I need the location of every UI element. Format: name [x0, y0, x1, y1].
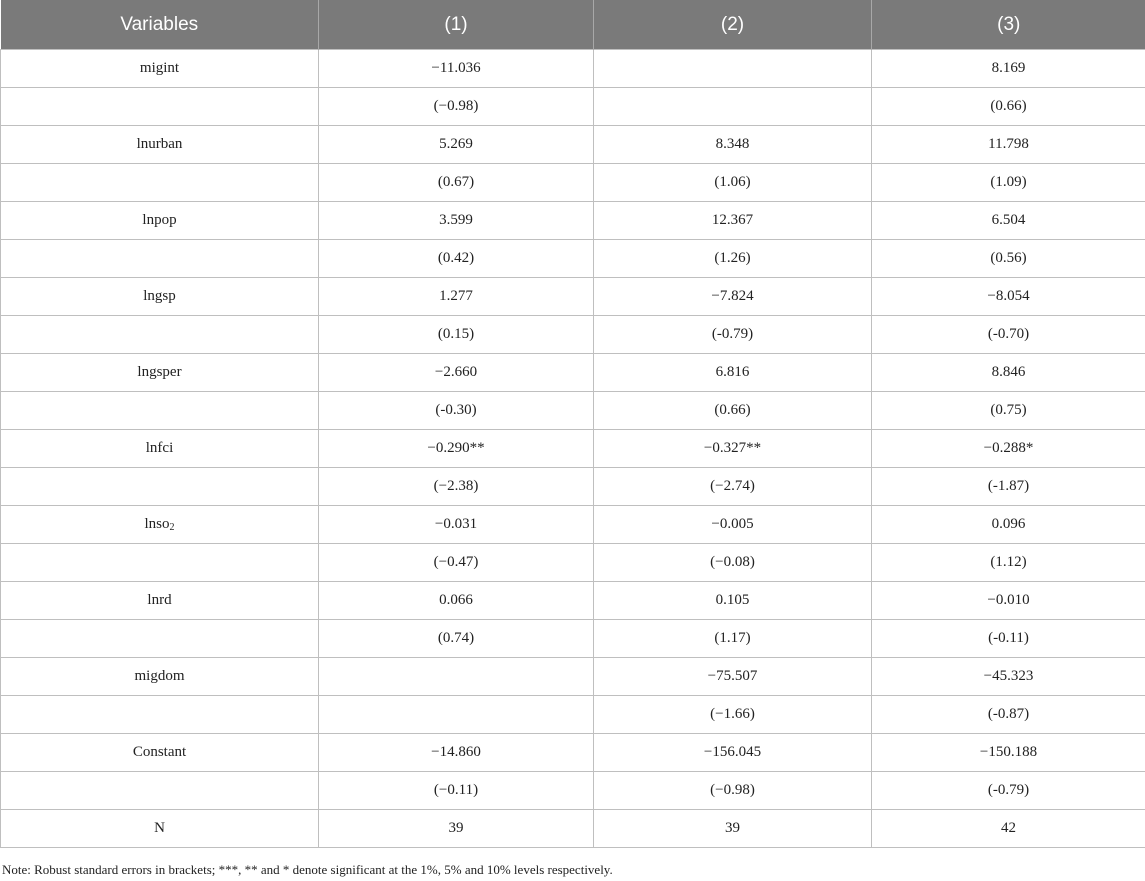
table-row [1, 810, 1145, 848]
variable-name: lngsp [143, 288, 176, 304]
value-cell-model-2: (−0.08) [594, 544, 872, 582]
value-cell-model-1: 0.066 [319, 582, 594, 620]
value-cell-model-1 [319, 696, 594, 734]
variable-name: Constant [132, 744, 187, 760]
value-cell-model-2: 6.816 [594, 354, 872, 392]
value-cell-model-2 [594, 50, 872, 88]
value-cell-model-2: (1.06) [594, 164, 872, 202]
value-cell-model-3: −8.054 [872, 278, 1145, 316]
table-row [1, 164, 1145, 202]
value-cell-model-2: (−1.66) [594, 696, 872, 734]
header-model-3: (3) [872, 0, 1145, 50]
variable-name-cell [1, 772, 319, 810]
value-cell-model-2: 8.348 [594, 126, 872, 164]
value-cell-model-1: (0.67) [319, 164, 594, 202]
value-cell-model-1 [319, 658, 594, 696]
value-cell-model-2: (-0.79) [594, 316, 872, 354]
value-cell-model-3: (1.09) [872, 164, 1145, 202]
value-cell-model-3: (-0.11) [872, 620, 1145, 658]
value-cell-model-1: (0.42) [319, 240, 594, 278]
value-cell-model-1: −0.290** [319, 430, 594, 468]
table-row [1, 88, 1145, 126]
table-row [1, 506, 1145, 544]
variable-name-cell [1, 468, 319, 506]
value-cell-model-1: −0.031 [319, 506, 594, 544]
value-cell-model-2: −75.507 [594, 658, 872, 696]
table-row [1, 430, 1145, 468]
value-cell-model-3: 6.504 [872, 202, 1145, 240]
variable-name: lnurban [136, 136, 183, 152]
table-row [1, 658, 1145, 696]
value-cell-model-1: 39 [319, 810, 594, 848]
value-cell-model-3: (-0.87) [872, 696, 1145, 734]
value-cell-model-1: (−0.11) [319, 772, 594, 810]
variable-name-cell [1, 316, 319, 354]
value-cell-model-1: 5.269 [319, 126, 594, 164]
value-cell-model-2: −0.005 [594, 506, 872, 544]
table-row [1, 240, 1145, 278]
value-cell-model-1: (−0.47) [319, 544, 594, 582]
value-cell-model-3: 8.846 [872, 354, 1145, 392]
table-row [1, 582, 1145, 620]
value-cell-model-3: (0.75) [872, 392, 1145, 430]
variable-name-cell [1, 126, 319, 164]
value-cell-model-2: −0.327** [594, 430, 872, 468]
value-cell-model-1: −11.036 [319, 50, 594, 88]
variable-name-cell [1, 506, 319, 544]
variable-name: migint [139, 60, 180, 76]
value-cell-model-1: 3.599 [319, 202, 594, 240]
value-cell-model-3: 42 [872, 810, 1145, 848]
value-cell-model-2: −7.824 [594, 278, 872, 316]
variable-name-cell [1, 430, 319, 468]
table-row [1, 354, 1145, 392]
table-row [1, 544, 1145, 582]
variable-name: N [154, 820, 165, 836]
value-cell-model-1: (-0.30) [319, 392, 594, 430]
value-cell-model-1: (0.15) [319, 316, 594, 354]
variable-name-cell [1, 544, 319, 582]
value-cell-model-3: 11.798 [872, 126, 1145, 164]
value-cell-model-2: (1.17) [594, 620, 872, 658]
value-cell-model-3: (0.56) [872, 240, 1145, 278]
table-body [1, 50, 1145, 848]
header-model-1: (1) [319, 0, 594, 50]
value-cell-model-3: −45.323 [872, 658, 1145, 696]
variable-name-cell [1, 202, 319, 240]
variable-name-cell [1, 810, 319, 848]
variable-name: lnpop [142, 212, 177, 228]
value-cell-model-2: (−2.74) [594, 468, 872, 506]
variable-name: migdom [134, 668, 185, 684]
value-cell-model-1: −2.660 [319, 354, 594, 392]
table-row [1, 126, 1145, 164]
table-row [1, 392, 1145, 430]
value-cell-model-2 [594, 88, 872, 126]
table-row [1, 734, 1145, 772]
value-cell-model-3: 0.096 [872, 506, 1145, 544]
variable-subscript: 2 [169, 522, 175, 533]
table-row [1, 696, 1145, 734]
value-cell-model-3: (1.12) [872, 544, 1145, 582]
value-cell-model-1: (−2.38) [319, 468, 594, 506]
variable-name-cell [1, 696, 319, 734]
value-cell-model-3: (-0.70) [872, 316, 1145, 354]
table-row [1, 316, 1145, 354]
header-row [1, 0, 1145, 50]
variable-name-cell [1, 392, 319, 430]
variable-name-cell [1, 164, 319, 202]
table-row [1, 202, 1145, 240]
value-cell-model-2: (−0.98) [594, 772, 872, 810]
variable-name-cell [1, 658, 319, 696]
header-variables: Variables [1, 0, 319, 50]
variable-name: lngsper [137, 364, 182, 380]
value-cell-model-3: (-1.87) [872, 468, 1145, 506]
variable-name: lnfci [145, 440, 174, 456]
value-cell-model-2: 39 [594, 810, 872, 848]
variable-name-cell [1, 240, 319, 278]
value-cell-model-3: (-0.79) [872, 772, 1145, 810]
value-cell-model-1: (0.74) [319, 620, 594, 658]
value-cell-model-3: −0.288* [872, 430, 1145, 468]
value-cell-model-3: −0.010 [872, 582, 1145, 620]
variable-name-cell [1, 354, 319, 392]
variable-name-cell [1, 50, 319, 88]
variable-name: lnso [144, 516, 170, 532]
value-cell-model-1: (−0.98) [319, 88, 594, 126]
variable-name-cell [1, 88, 319, 126]
header-model-2: (2) [594, 0, 872, 50]
value-cell-model-2: −156.045 [594, 734, 872, 772]
variable-name-cell [1, 278, 319, 316]
variable-name-cell [1, 734, 319, 772]
value-cell-model-2: (1.26) [594, 240, 872, 278]
value-cell-model-3: 8.169 [872, 50, 1145, 88]
table-row [1, 278, 1145, 316]
value-cell-model-1: 1.277 [319, 278, 594, 316]
value-cell-model-3: (0.66) [872, 88, 1145, 126]
value-cell-model-1: −14.860 [319, 734, 594, 772]
table-row [1, 620, 1145, 658]
value-cell-model-2: (0.66) [594, 392, 872, 430]
variable-name: lnrd [147, 592, 172, 608]
table-row [1, 772, 1145, 810]
value-cell-model-2: 12.367 [594, 202, 872, 240]
table-row [1, 50, 1145, 88]
value-cell-model-3: −150.188 [872, 734, 1145, 772]
table-row [1, 468, 1145, 506]
table-note: Note: Robust standard errors in brackets; ***, ** and * denote significant at the 1%, 5% and 10% levels respectively. [2, 862, 613, 877]
value-cell-model-2: 0.105 [594, 582, 872, 620]
variable-name-cell [1, 620, 319, 658]
variable-name-cell [1, 582, 319, 620]
